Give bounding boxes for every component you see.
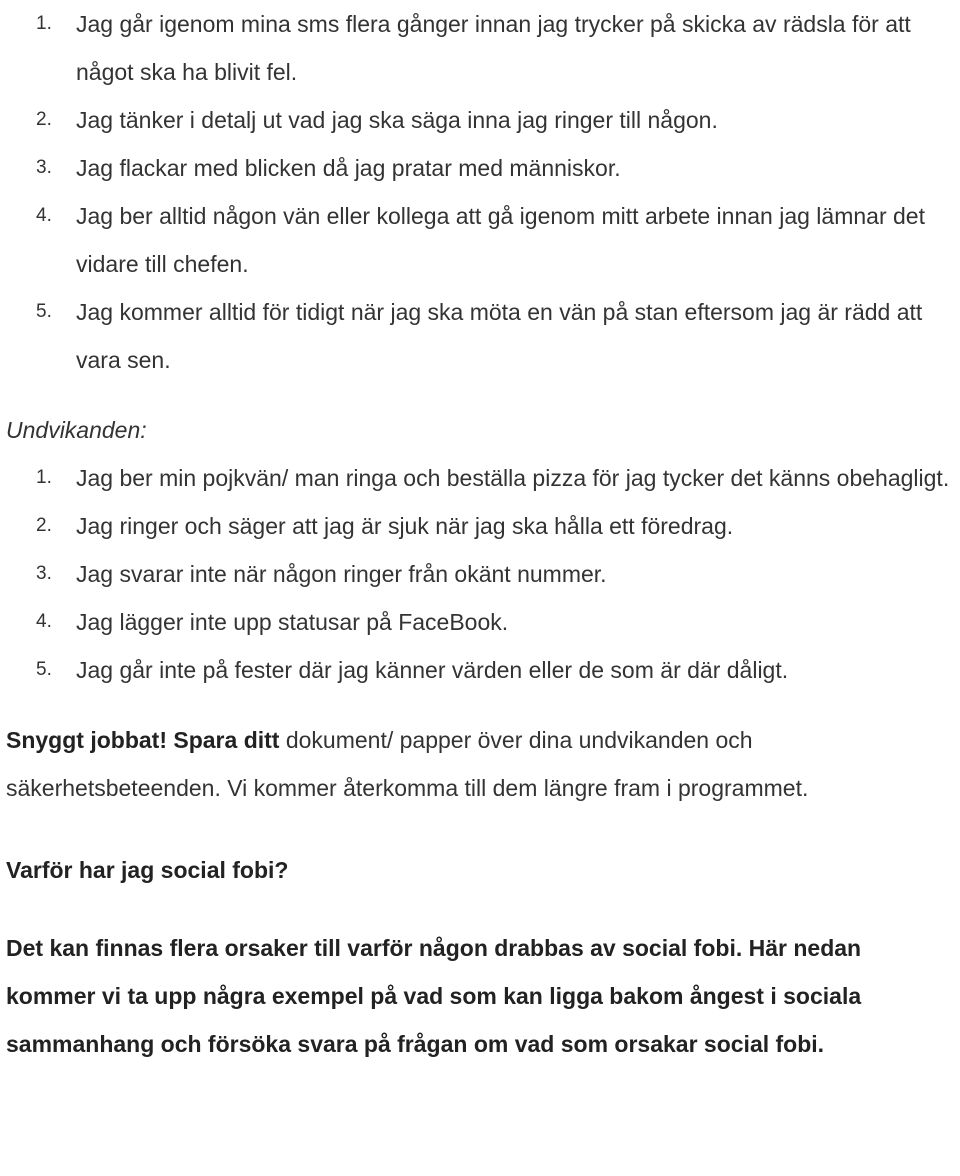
list-item — [6, 550, 960, 598]
praise-paragraph — [6, 716, 954, 812]
list-item-text: Jag ringer och säger att jag är sjuk när jag ska hålla ett föredrag. — [76, 513, 734, 539]
list-number: 4. — [36, 611, 52, 632]
list-item — [6, 502, 960, 550]
list-number: 4. — [36, 205, 52, 226]
list-number: 3. — [36, 157, 52, 178]
list-item-text: Jag svarar inte när någon ringer från okänt nummer. — [76, 561, 607, 587]
list-item — [6, 144, 960, 192]
list-item — [6, 454, 960, 502]
list-item — [6, 646, 960, 694]
list-number: 5. — [36, 659, 52, 680]
list-number: 1. — [36, 13, 52, 34]
praise-bold-1: Snyggt jobbat! — [6, 727, 167, 753]
list-number: 1. — [36, 467, 52, 488]
list-item — [6, 598, 960, 646]
list-item-text: Jag går igenom mina sms flera gånger innan jag trycker på skicka av rädsla för att något ska ha blivit fel. — [76, 11, 911, 85]
question-heading: Varför har jag social fobi? — [6, 857, 289, 883]
list-number: 2. — [36, 109, 52, 130]
list-item-text: Jag lägger inte upp statusar på FaceBook. — [76, 609, 509, 635]
list-number: 3. — [36, 563, 52, 584]
list-item-text: Jag kommer alltid för tidigt när jag ska möta en vän på stan eftersom jag är rädd att vara sen. — [76, 299, 923, 373]
list-item-text: Jag går inte på fester där jag känner värden eller de som är där dåligt. — [76, 657, 789, 683]
list-number: 2. — [36, 515, 52, 536]
praise-bold-2: Spara ditt — [173, 727, 280, 753]
avoidance-list — [6, 454, 960, 694]
list-item-text: Jag ber alltid någon vän eller kollega att gå igenom mitt arbete innan jag lämnar det vidare till chefen. — [76, 203, 925, 277]
list-item — [6, 288, 960, 384]
list-item — [6, 0, 960, 96]
list-item-text: Jag flackar med blicken då jag pratar med människor. — [76, 155, 621, 181]
answer-intro-paragraph: Det kan finnas flera orsaker till varför någon drabbas av social fobi. Här nedan kommer vi ta upp några exempel på vad som kan ligga bakom ångest i sociala sammanhang och försöka svara på frågan om vad som orsakar social fobi. — [6, 935, 862, 1057]
list-item — [6, 192, 960, 288]
avoidance-heading: Undvikanden: — [6, 417, 147, 443]
praise-text: dokument/ papper över dina undvikanden och säkerhetsbeteenden. Vi kommer återkomma till dem längre fram i programmet. — [6, 727, 809, 801]
list-item-text: Jag ber min pojkvän/ man ringa och beställa pizza för jag tycker det känns obehagligt. — [76, 465, 950, 491]
list-item-text: Jag tänker i detalj ut vad jag ska säga inna jag ringer till någon. — [76, 107, 718, 133]
list-item — [6, 96, 960, 144]
safety-behaviour-list — [6, 0, 960, 384]
list-number: 5. — [36, 301, 52, 322]
